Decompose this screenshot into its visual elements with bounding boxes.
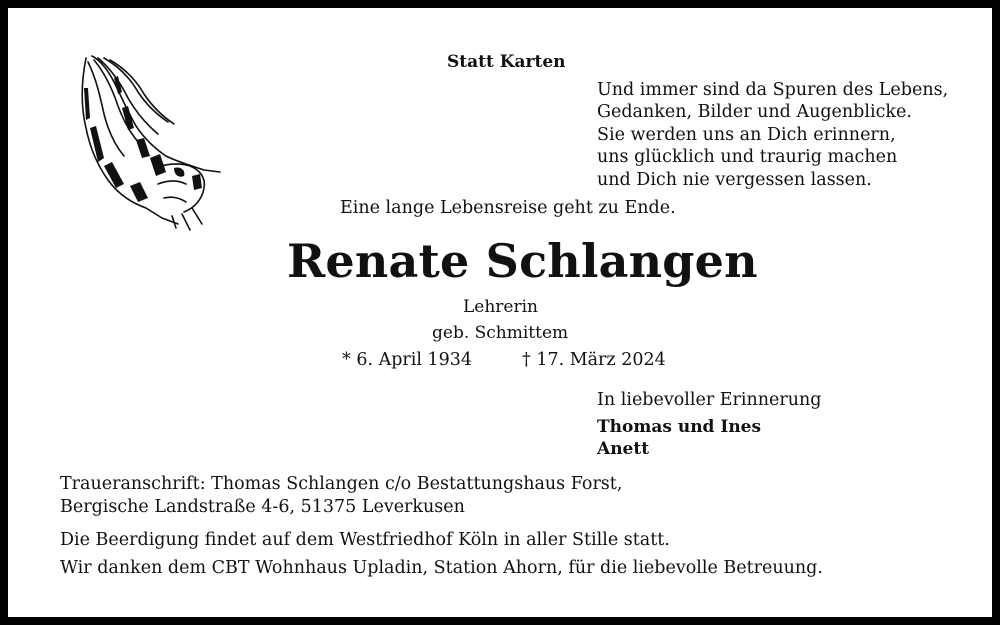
- obituary-card: [8, 8, 992, 617]
- poem-line: Sie werden uns an Dich erinnern,: [597, 124, 896, 145]
- profession: Lehrerin: [463, 297, 538, 317]
- birth-date: * 6. April 1934: [342, 350, 473, 370]
- deceased-name: Renate Schlangen: [287, 234, 758, 288]
- poem-line: und Dich nie vergessen lassen.: [597, 169, 872, 190]
- funeral-note: Die Beerdigung findet auf dem Westfriedhof Köln in aller Stille statt.: [60, 530, 670, 550]
- mourner-names: Thomas und Ines: [597, 417, 762, 437]
- thanks-note: Wir danken dem CBT Wohnhaus Upladin, Station Ahorn, für die liebevolle Betreuung.: [60, 558, 823, 578]
- poem-line: Und immer sind da Spuren des Lebens,: [597, 80, 949, 100]
- maiden-name: geb. Schmittem: [432, 323, 569, 343]
- death-date: † 17. März 2024: [522, 350, 666, 370]
- mourning-address: Traueranschrift: Thomas Schlangen c/o Bestattungshaus Forst,: [60, 474, 623, 494]
- statt-karten-label: Statt Karten: [447, 52, 566, 72]
- praying-hands-icon: [74, 48, 224, 233]
- poem: [597, 79, 948, 191]
- remembrance-intro: In liebevoller Erinnerung: [597, 390, 822, 410]
- mourning-address: Bergische Landstraße 4-6, 51375 Leverkusen: [60, 497, 465, 517]
- intro-line: Eine lange Lebensreise geht zu Ende.: [340, 198, 676, 218]
- mourner-names: Anett: [597, 439, 650, 459]
- poem-line: Gedanken, Bilder und Augenblicke.: [597, 102, 912, 123]
- poem-line: uns glücklich und traurig machen: [597, 147, 898, 168]
